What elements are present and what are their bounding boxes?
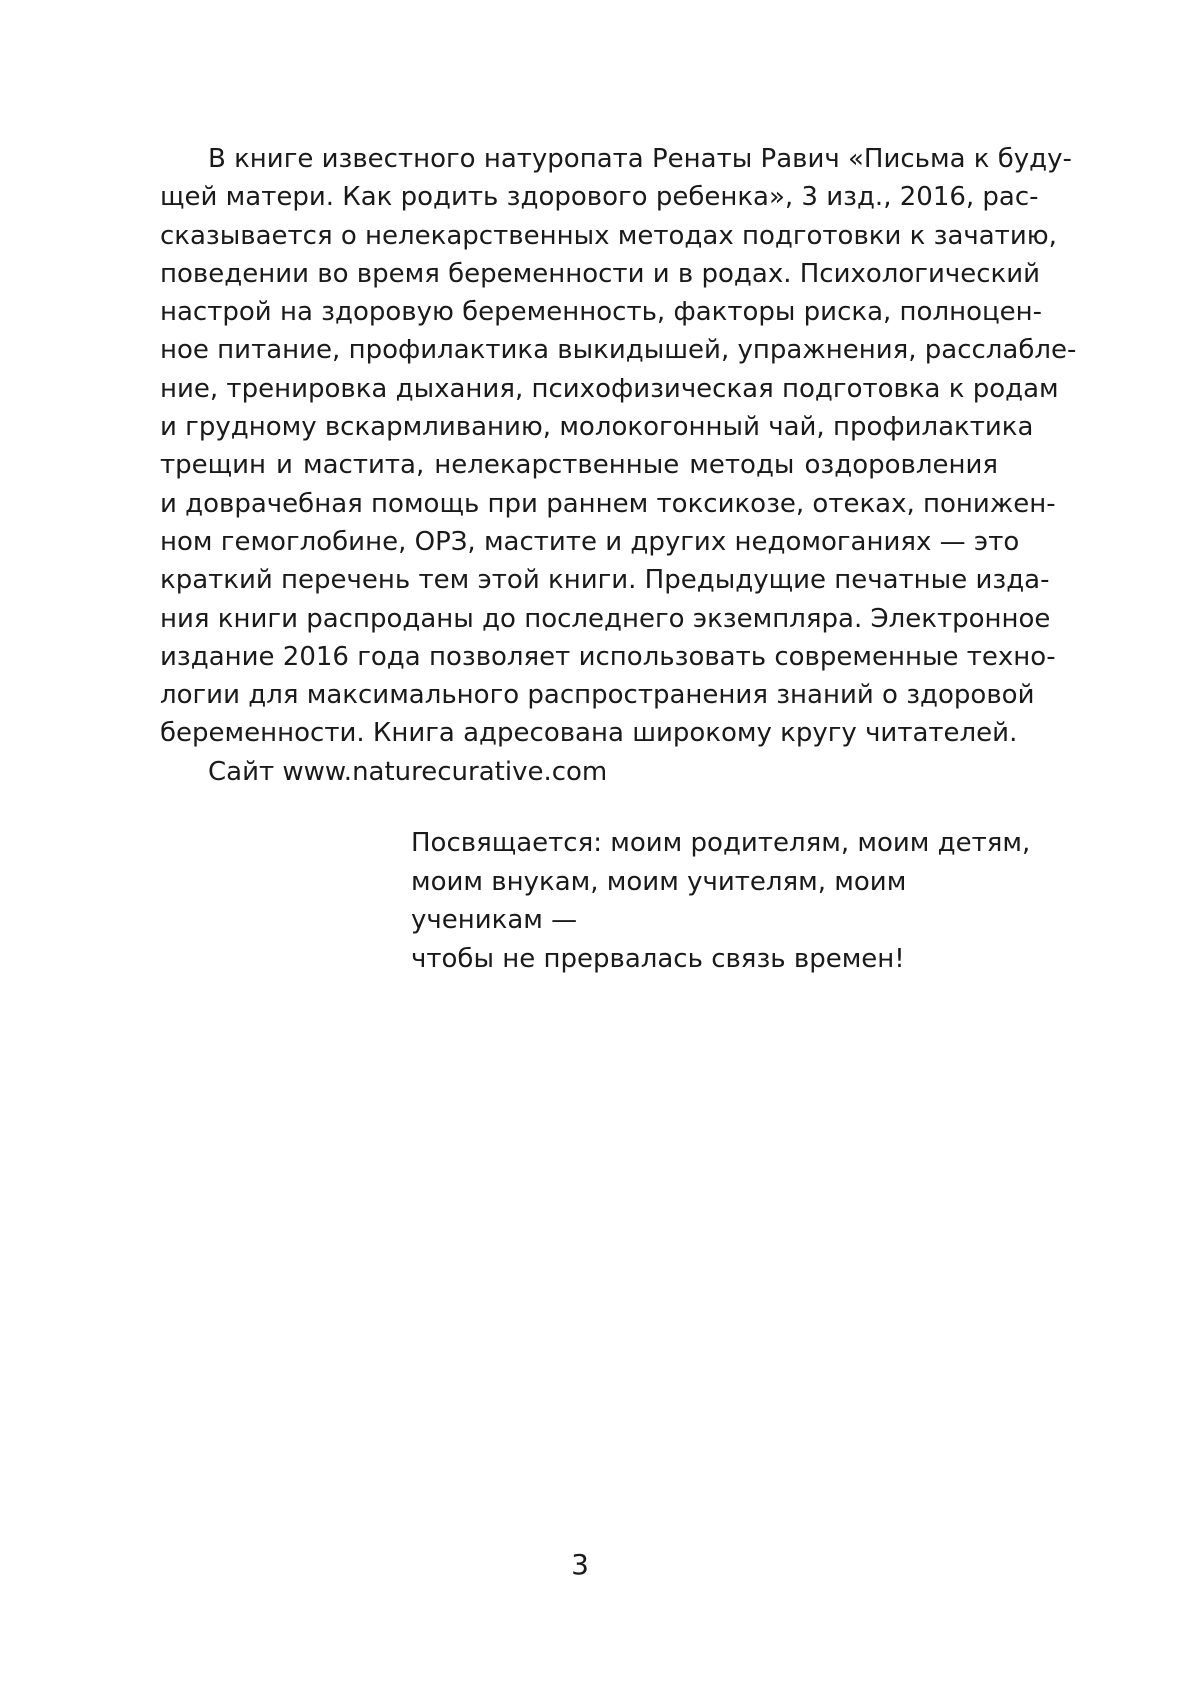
annotation-line: ное питание, профилактика выкидышей, упражнения, расслабле- — [160, 335, 1077, 366]
dedication — [411, 824, 1031, 978]
annotation-line: ния книги распроданы до последнего экземпляра. Электронное — [160, 603, 1051, 634]
annotation-line: и доврачебная помощь при раннем токсикозе, отеках, понижен- — [160, 488, 1056, 519]
annotation-line: беременности. Книга адресована широкому кругу читателей. — [160, 718, 1018, 749]
annotation-line: щей матери. Как родить здорового ребенка», 3 изд., 2016, рас- — [160, 182, 1039, 213]
annotation-line: поведении во время беременности и в родах. Психологический — [160, 258, 1041, 289]
annotation-line: трещин и мастита, нелекарственные методы оздоровления — [160, 450, 998, 481]
annotation-line: настрой на здоровую беременность, факторы риска, полноцен- — [160, 297, 1043, 328]
dedication-line: чтобы не прервалась связь времен! — [411, 943, 905, 974]
annotation-line: сказывается о нелекарственных методах подготовки к зачатию, — [160, 220, 1057, 251]
dedication-line: ученикам — — [411, 905, 578, 935]
dedication-line: Посвящается: моим родителям, моим детям, — [411, 828, 1031, 858]
annotation-line: В книге известного натуропата Ренаты Равич «Письма к буду- — [208, 144, 1072, 174]
annotation-line: ние, тренировка дыхания, психофизическая подготовка к родам — [160, 373, 1059, 404]
annotation-line: ном гемоглобине, ОРЗ, мастите и других недомоганиях — это — [160, 526, 1020, 557]
annotation-paragraph — [160, 140, 1077, 791]
website-line: Сайт www.naturecurative.com — [208, 756, 608, 787]
annotation-line: и грудному вскармливанию, молокогонный чай, профилактика — [160, 412, 1034, 443]
annotation-line: краткий перечень тем этой книги. Предыдущие печатные изда- — [160, 565, 1050, 596]
annotation-line: издание 2016 года позволяет использовать современные техно- — [160, 641, 1056, 672]
annotation-line: логии для максимального распространения знаний о здоровой — [160, 680, 1035, 711]
page-number: 3 — [571, 1548, 589, 1581]
dedication-line: моим внукам, моим учителям, моим — [411, 866, 907, 897]
